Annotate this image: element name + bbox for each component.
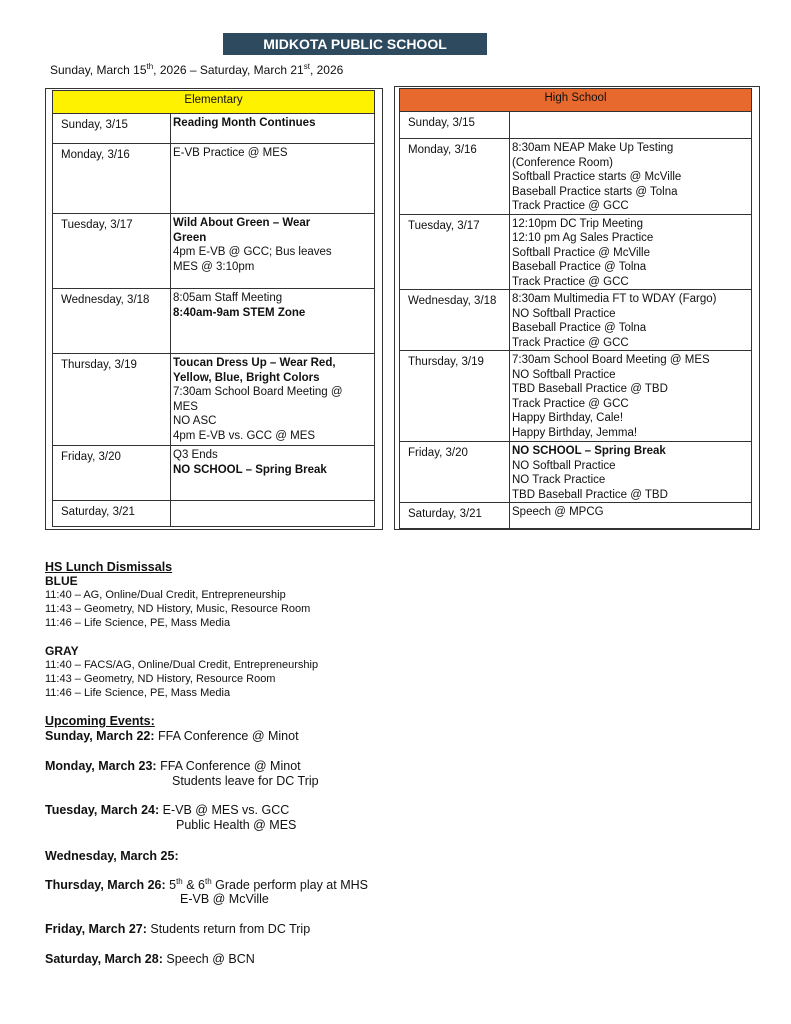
elementary-event-line: E-VB Practice @ MES <box>173 147 288 159</box>
elementary-day-cell: Friday, 3/20 <box>53 446 171 501</box>
elementary-event-line: 4pm E-VB vs. GCC @ MES <box>173 429 316 442</box>
elementary-day-cell: Tuesday, 3/17 <box>53 214 171 289</box>
high-school-day-cell: Friday, 3/20 <box>400 442 510 503</box>
elementary-event-line: Toucan Dress Up – Wear Red, <box>173 357 336 369</box>
lunch-item: 11:46 – Life Science, PE, Mass Media <box>45 617 231 629</box>
lunch-item: 11:43 – Geometry, ND History, Resource Room <box>45 673 276 685</box>
elementary-event-line: 8:40am-9am STEM Zone <box>173 306 306 319</box>
high-school-event-line: NO Softball Practice <box>512 459 616 472</box>
elementary-event-line: MES <box>173 400 198 413</box>
high-school-event-line: Speech @ MPCG <box>512 506 604 518</box>
high-school-event-line: NO Softball Practice <box>512 368 616 381</box>
high-school-events-cell <box>510 290 752 351</box>
event-item: Saturday, March 28: Speech @ BCN <box>45 952 255 966</box>
elementary-event-line: 4pm E-VB @ GCC; Bus leaves <box>173 246 332 258</box>
high-school-events-cell <box>510 503 752 529</box>
elementary-row <box>53 114 375 144</box>
high-school-event-line: Track Practice @ GCC <box>512 336 629 349</box>
event-item: Tuesday, March 24: E-VB @ MES vs. GCC Public Health @ MES <box>45 803 297 832</box>
high-school-day-cell: Saturday, 3/21 <box>400 503 510 529</box>
elementary-event-line: 8:05am Staff Meeting <box>173 292 283 304</box>
elementary-events-cell <box>171 446 375 501</box>
high-school-day-cell: Wednesday, 3/18 <box>400 290 510 351</box>
high-school-row <box>400 214 752 290</box>
high-school-event-line: Track Practice @ GCC <box>512 275 629 288</box>
high-school-row <box>400 442 752 503</box>
lunch-group-name: GRAY <box>45 644 79 658</box>
high-school-events-cell <box>510 214 752 290</box>
high-school-event-line: Baseball Practice @ Tolna <box>512 322 647 334</box>
event-item: Sunday, March 22: FFA Conference @ Minot <box>45 729 299 743</box>
upcoming-events <box>45 714 368 966</box>
elementary-heading: Elementary <box>53 91 375 114</box>
elementary-day-cell: Sunday, 3/15 <box>53 114 171 144</box>
elementary-event-line: NO ASC <box>173 415 217 427</box>
high-school-row <box>400 351 752 442</box>
high-school-event-line: Track Practice @ GCC <box>512 397 629 410</box>
elementary-event-line: Reading Month Continues <box>173 117 316 129</box>
high-school-event-line: TBD Baseball Practice @ TBD <box>512 488 668 501</box>
event-item: Friday, March 27: Students return from DC Trip <box>45 922 311 936</box>
high-school-event-line: TBD Baseball Practice @ TBD <box>512 383 668 395</box>
lunch-item: 11:40 – FACS/AG, Online/Dual Credit, Entrepreneurship <box>45 659 319 671</box>
elementary-events-cell <box>171 114 375 144</box>
elementary-event-line: MES @ 3:10pm <box>173 260 255 273</box>
high-school-event-line: 7:30am School Board Meeting @ MES <box>512 354 710 366</box>
high-school-row <box>400 503 752 529</box>
elementary-events-cell <box>171 354 375 446</box>
high-school-day-cell: Sunday, 3/15 <box>400 112 510 139</box>
elementary-day-cell: Thursday, 3/19 <box>53 354 171 446</box>
high-school-heading: High School <box>400 89 752 112</box>
lunch-heading: HS Lunch Dismissals <box>45 560 173 574</box>
event-item: Thursday, March 26: 5th & 6th Grade perform play at MHS E-VB @ McVille <box>45 877 368 906</box>
elementary-event-line: NO SCHOOL – Spring Break <box>173 463 327 476</box>
high-school-table <box>399 88 752 529</box>
elementary-day-cell: Saturday, 3/21 <box>53 501 171 527</box>
high-school-event-line: 8:30am NEAP Make Up Testing <box>512 142 674 154</box>
elementary-event-line: Green <box>173 231 207 244</box>
lunch-item: 11:46 – Life Science, PE, Mass Media <box>45 687 231 699</box>
high-school-day-cell: Thursday, 3/19 <box>400 351 510 442</box>
high-school-day-cell: Tuesday, 3/17 <box>400 214 510 290</box>
elementary-table <box>52 90 375 527</box>
event-item: Monday, March 23: FFA Conference @ Minot Students leave for DC Trip <box>45 759 319 788</box>
elementary-event-line: Yellow, Blue, Bright Colors <box>173 371 320 384</box>
lunch-item: 11:43 – Geometry, ND History, Music, Resource Room <box>45 603 311 615</box>
high-school-event-line: NO Track Practice <box>512 474 606 486</box>
lunch-dismissals <box>45 560 318 700</box>
elementary-event-line: Q3 Ends <box>173 449 218 461</box>
lunch-group-name: BLUE <box>45 574 78 588</box>
high-school-event-line: Baseball Practice @ Tolna <box>512 261 647 273</box>
elementary-day-cell: Wednesday, 3/18 <box>53 289 171 354</box>
high-school-event-line: Softball Practice starts @ McVille <box>512 171 682 183</box>
elementary-row <box>53 144 375 214</box>
high-school-row <box>400 112 752 139</box>
high-school-event-line: 8:30am Multimedia FT to WDAY (Fargo) <box>512 293 717 305</box>
high-school-event-line: Happy Birthday, Cale! <box>512 412 624 424</box>
week-range: Sunday, March 15th, 2026 – Saturday, March 21st, 2026 <box>50 62 344 77</box>
high-school-row <box>400 139 752 215</box>
elementary-day-cell: Monday, 3/16 <box>53 144 171 214</box>
elementary-row <box>53 354 375 446</box>
elementary-events-cell <box>171 144 375 214</box>
elementary-events-cell <box>171 214 375 289</box>
elementary-row <box>53 214 375 289</box>
high-school-event-line: 12:10pm DC Trip Meeting <box>512 217 644 230</box>
high-school-day-cell: Monday, 3/16 <box>400 139 510 215</box>
high-school-events-cell <box>510 112 752 139</box>
high-school-events-cell <box>510 351 752 442</box>
high-school-event-line: Happy Birthday, Jemma! <box>512 426 638 439</box>
elementary-events-cell <box>171 289 375 354</box>
high-school-event-line: NO SCHOOL – Spring Break <box>512 445 666 457</box>
high-school-event-line: Baseball Practice starts @ Tolna <box>512 185 678 198</box>
elementary-row <box>53 446 375 501</box>
high-school-event-line: 12:10 pm Ag Sales Practice <box>512 232 654 244</box>
event-item: Wednesday, March 25: <box>45 849 179 863</box>
elementary-row <box>53 289 375 354</box>
page-title: MIDKOTA PUBLIC SCHOOL <box>223 33 487 55</box>
high-school-events-cell <box>510 139 752 215</box>
events-heading: Upcoming Events: <box>45 714 155 728</box>
elementary-events-cell <box>171 501 375 527</box>
lunch-item: 11:40 – AG, Online/Dual Credit, Entrepreneurship <box>45 589 286 601</box>
elementary-row <box>53 501 375 527</box>
high-school-row <box>400 290 752 351</box>
high-school-event-line: NO Softball Practice <box>512 307 616 320</box>
high-school-event-line: (Conference Room) <box>512 156 613 169</box>
high-school-event-line: Softball Practice @ McVille <box>512 246 651 259</box>
elementary-event-line: Wild About Green – Wear <box>173 217 311 229</box>
high-school-events-cell <box>510 442 752 503</box>
elementary-event-line: 7:30am School Board Meeting @ <box>173 386 343 398</box>
high-school-event-line: Track Practice @ GCC <box>512 200 629 212</box>
